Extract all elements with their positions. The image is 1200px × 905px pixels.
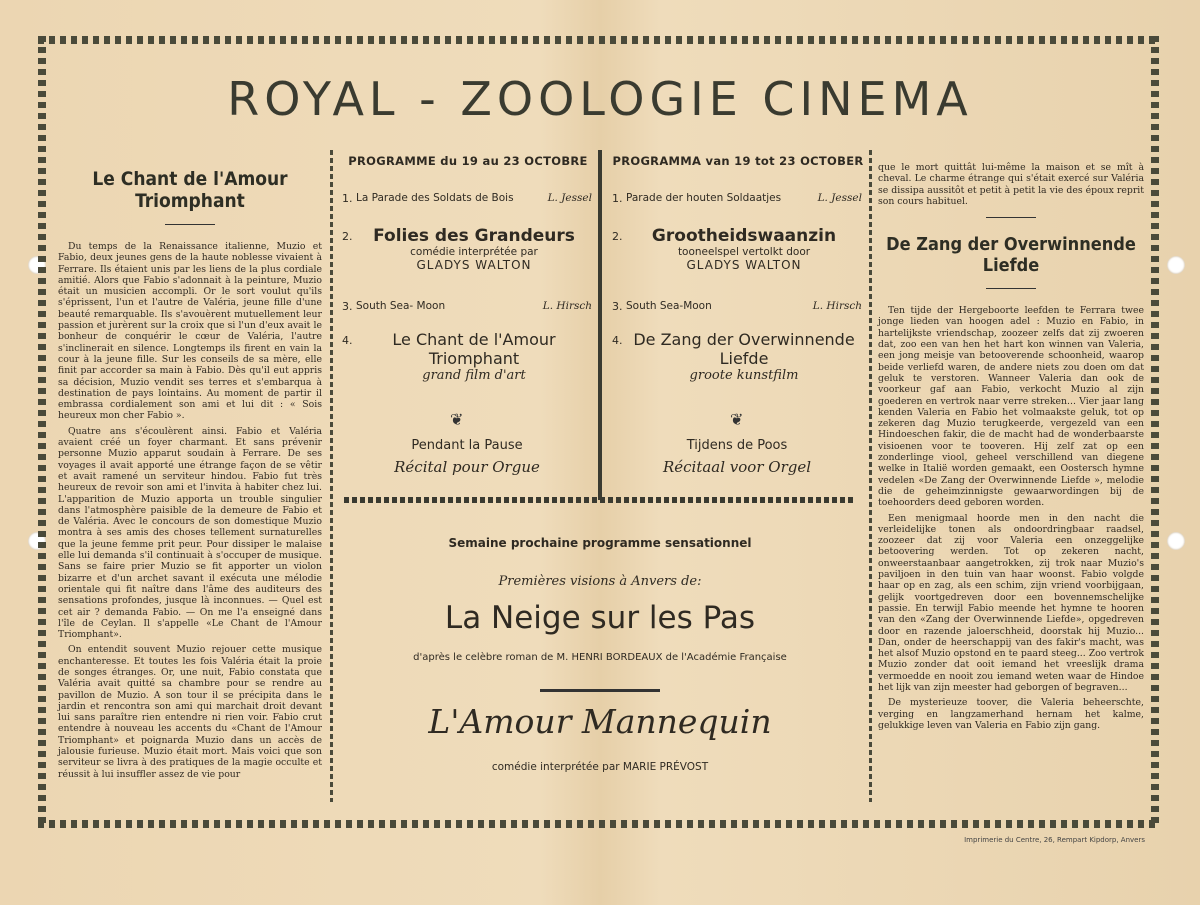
poster-title: ROYAL - ZOOLOGIE CINEMA: [227, 72, 973, 126]
item-title: La Parade des Soldats de Bois: [356, 192, 514, 204]
programme-item: [342, 330, 592, 383]
divider: [165, 224, 215, 225]
bead-border-top: [38, 36, 1159, 44]
item-title: Le Chant de l'Amour Triomphant: [392, 330, 556, 368]
column-divider-right: [869, 150, 872, 802]
bead-border-left: [38, 36, 46, 828]
right-article-continuation: que le mort quittât lui-même la maison et se mît à cheval. Le charme étrange qui s'était exercé sur Valéria se dissipa aussitôt et petit à petit la vie des époux reprit son cours habituel.: [878, 162, 1144, 207]
programme-item: [342, 226, 592, 272]
item-title: De Zang der Overwinnende Liefde: [633, 330, 855, 368]
divider: [540, 689, 660, 692]
item-credit: L. Hirsch: [542, 300, 592, 312]
item-title: South Sea- Moon: [356, 300, 446, 312]
item-number: 1.: [612, 192, 623, 205]
left-article-title: Le Chant de l'Amour Triomphant: [92, 168, 288, 212]
recital-label: Récitaal voor Orgel: [662, 458, 812, 476]
programme-item: [612, 330, 862, 383]
imprint-text: Imprimerie du Centre, 26, Rempart Kipdorp, Anvers: [964, 836, 1145, 844]
pause-label: Tijdens de Poos: [686, 438, 788, 453]
item-number: 4.: [342, 334, 353, 347]
right-article-paragraph: Een menigmaal hoorde men in den nacht die verleidelijke tonen als ondoordringbaar raadsel, zoozeer dat zij voor Valeria een onzeggelijke betoovering werden. Tot op zekeren nacht, onweerstaanbaar aangetrokken, zij trok naar Muzio's paviljoen in den tuin van haar woonst. Fabio volgde haar op en zag, als een schim, zijn vriend voorbijgaan, gelijk voortgedreven door een bovennemschelijke passie. En terwijl Fabio meende het hymne te hooren van den «Zang der Overwinnende Liefde», opgedreven door en razende jaloerschheid, doorstak hij Muzio... Dan, onder de heerschappij van des fakir's macht, was het alsof Muzio opstond en te paard steeg... Zoo vertrok Muzio zonder dat ooit iemand het vreeslijk drama vermoedde en nooit zou iemand weten waar de Hindoe het lijk van zijn meester had geborgen of begraven...: [878, 512, 1144, 693]
premieres-label: Premières visions à Anvers de:: [498, 574, 702, 589]
item-number: 1.: [342, 192, 353, 205]
recital-label: Récital pour Orgue: [394, 458, 540, 476]
divider: [986, 288, 1036, 289]
item-subtitle: comédie interprétée par: [410, 246, 538, 258]
punch-hole: [1167, 256, 1185, 274]
ornament-icon: ❦: [450, 410, 464, 429]
pause-label: Pendant la Pause: [411, 438, 523, 453]
item-star: GLADYS WALTON: [686, 258, 802, 272]
item-credit: L. Hirsch: [812, 300, 862, 312]
programme-divider: [598, 150, 602, 500]
bead-border-right: [1151, 36, 1159, 828]
item-subtitle: grand film d'art: [422, 368, 526, 383]
item-credit: L. Jessel: [817, 192, 862, 204]
item-title: Grootheidswaanzin: [651, 226, 837, 246]
next-week-notice: Semaine prochaine programme sensationnel: [448, 536, 752, 550]
item-number: 3.: [612, 300, 623, 313]
divider: [986, 217, 1036, 218]
ornament-icon: ❦: [730, 410, 744, 429]
item-number: 3.: [342, 300, 353, 313]
film-subtitle-1: d'après le celèbre roman de M. HENRI BORDEAUX de l'Académie Française: [413, 652, 787, 663]
left-article-paragraph: Du temps de la Renaissance italienne, Muzio et Fabio, deux jeunes gens de la haute noblesse vivaient à Ferrare. Ils étaient unis par les liens de la plus cordiale amitié. Alors que Fabio s'adonnait à la peinture, Muzio était un musicien accompli. Or le sort voulut qu'ils s'éprissent, l'un et l'autre de Valéria, jeune fille d'une beauté remarquable. Ils s'avouèrent mutuellement leur passion et jurèrent sur la croix que si l'un d'eux avait le bonheur de conquérir le cœur de Valéria, l'autre s'inclinerait en silence. Longtemps ils firent en vain la cour à la jeune fille. Sur les conseils de sa mère, elle finit par accorder sa main à Fabio. Dès qu'il eut appris sa décision, Muzio vendit ses terres et s'embarqua à destination de pays lointains. Au moment de partir il embrassa cordialement son ami et lui dit : « Sois heureux mon cher Fabio ».: [58, 241, 322, 422]
item-subtitle: groote kunstfilm: [689, 368, 799, 383]
right-article-paragraph: Ten tijde der Hergeboorte leefden te Ferrara twee jonge lieden van hoogen adel : Muzio en Fabio, in hartelijkste vriendschap, zoozeer zelfs dat zij zwoeren dat, zoo een van hen het hart kon winnen van Valeria, een jong meisje van betooverende schoonheid, waarop beide verliefd waren, de andere niets zou doen om dat geluk te verstoren. Wanneer Valeria dan ook de voorkeur gaf aan Fabio, verkocht Muzio al zijn goederen en vertrok naar verre streken... Vier jaar lang kenden Valeria en Fabio het volmaakste geluk, tot op zekeren dag Muzio terugkeerde, vergezeld van een Hindoeschen fakir, die de macht had de wonderbaarste visioenen voor te tooveren. Hij zelf zat op een zonderlinge viool, geheel verschillend van diegene welke in Italië worden gemaakt, een Oostersch hymne vedelen «De Zang der Overwinnende Liefde », melodie die de geheimzinnigste gewaarwordingen bij de toehoorders deed geboren worden.: [878, 305, 1144, 509]
punch-hole: [1167, 532, 1185, 550]
left-article: [58, 168, 322, 784]
programme-nl-header: PROGRAMMA van 19 tot 23 OCTOBER: [612, 154, 864, 168]
programme-fr-header: PROGRAMME du 19 au 23 OCTOBRE: [348, 154, 588, 168]
right-article: [878, 162, 1144, 735]
item-number: 4.: [612, 334, 623, 347]
left-article-paragraph: Quatre ans s'écoulèrent ainsi. Fabio et Valéria avaient créé un foyer charmant. Et sans prévenir personne Muzio apparut soudain à Ferrare. De ses voyages il avait apporté une étrange façon de se vêtir et avait ramené un serviteur hindou. Fabio fut très heureux de revoir son ami et l'invita à habiter chez lui. L'apparition de Muzio apporta un trouble singulier dans l'atmosphère paisible de la demeure de Fabio et de Valéria. Avec le concours de son domestique Muzio montra à ses amis des choses tellement surnaturelles que la jeune femme prit peur. Pour dissiper le malaise elle lui demanda s'il continuait à s'occuper de musique. Sans se faire prier Muzio se fit apporter un violon bizarre et d'un archet savant il exécuta une mélodie orientale qui fit naître dans l'âme des auditeurs des sensations profondes, jusque là inconnues. — Quel est cet air ? demanda Fabio. — On me l'a enseigné dans l'île de Ceylan. Il s'appelle «Le Chant de l'Amour Triomphant».: [58, 425, 322, 641]
right-article-paragraph: De mysterieuze toover, die Valeria beheerschte, verging en langzamerhand hernam het kalme, gelukkige leven van Valeria en Fabio zijn gang.: [878, 697, 1144, 731]
left-article-paragraph: On entendit souvent Muzio rejouer cette musique enchanteresse. Et toutes les fois Valéria était la proie de songes étranges. Or, une nuit, Fabio constata que Valéria avait quitté sa chambre pour se rendre au pavillon de Muzio. A son tour il se précipita dans le jardin et rencontra son ami qui marchait droit devant lui sans paraître rien entendre ni rien voir. Fabio crut entendre à nouveau les accents du «Chant de l'Amour Triomphant» et poignarda Muzio dans un accès de jalousie furieuse. Muzio était mort. Mais voici que son serviteur se livra à des pratiques de la magie occulte et réussit à lui insuffler assez de vie pour: [58, 644, 322, 780]
item-subtitle: tooneelspel vertolkt door: [677, 246, 811, 258]
film-title-2: L'Amour Mannequin: [428, 702, 772, 741]
programme-bottom-rule: [344, 497, 856, 503]
item-title: South Sea-Moon: [626, 300, 712, 312]
column-divider-left: [330, 150, 333, 802]
item-number: 2.: [612, 230, 623, 243]
item-credit: L. Jessel: [547, 192, 592, 204]
film-title-1: La Neige sur les Pas: [444, 600, 756, 636]
right-article-title: De Zang der Overwinnende Liefde: [886, 234, 1136, 277]
bead-border-bottom: [38, 820, 1159, 828]
item-title: Parade der houten Soldaatjes: [626, 192, 782, 204]
item-star: GLADYS WALTON: [416, 258, 532, 272]
item-number: 2.: [342, 230, 353, 243]
item-title: Folies des Grandeurs: [373, 226, 575, 246]
film-subtitle-2: comédie interprétée par MARIE PRÉVOST: [491, 761, 709, 773]
programme-item: [612, 226, 862, 272]
